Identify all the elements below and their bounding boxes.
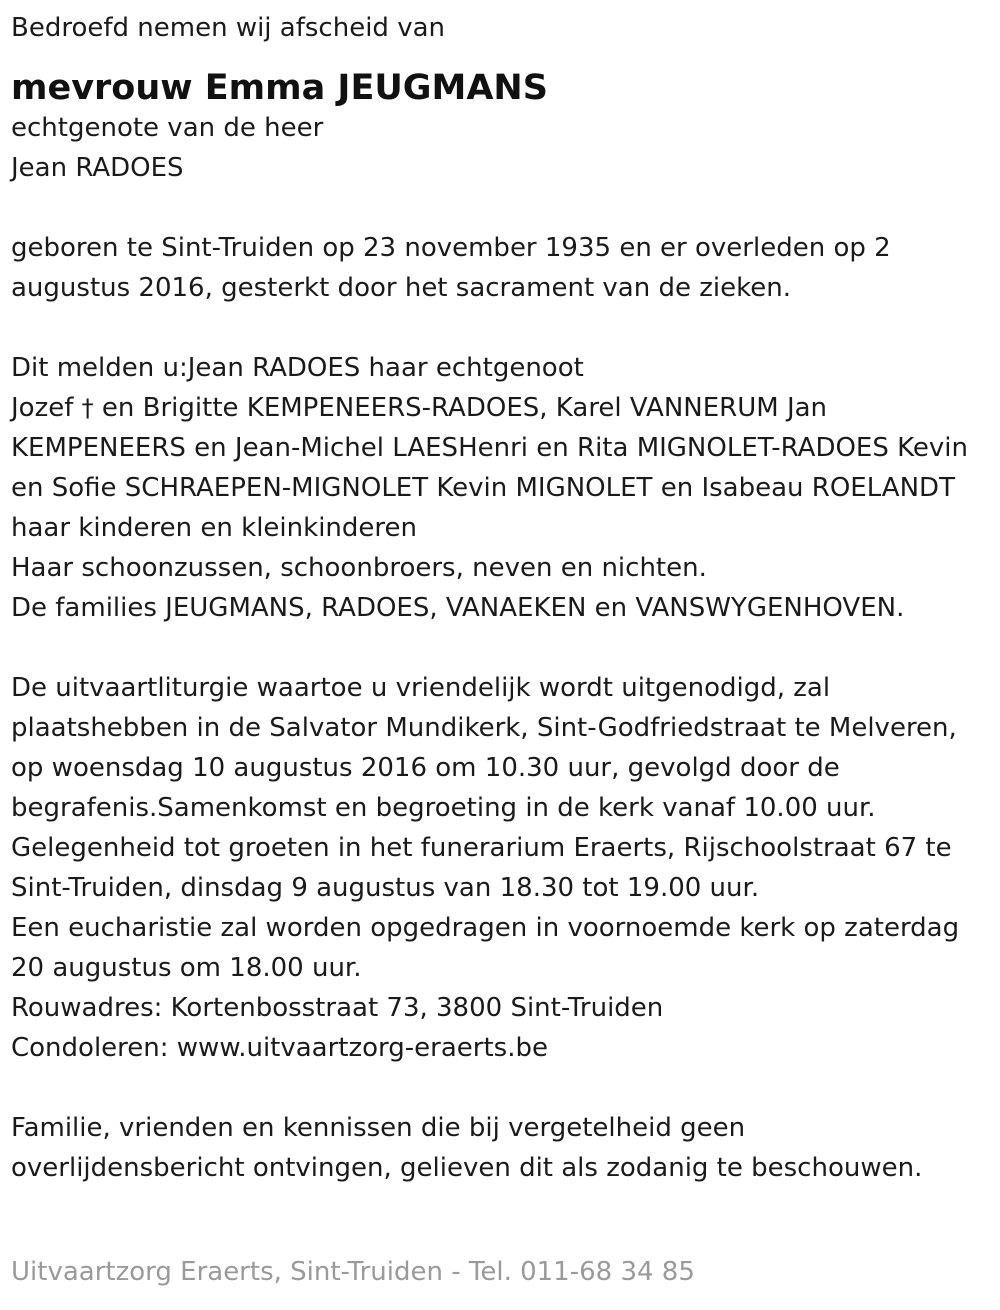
family-line: KEMPENEERS en Jean-Michel LAESHenri en Rita MIGNOLET-RADOES Kevin [11, 433, 968, 463]
funeral-line: plaatshebben in de Salvator Mundikerk, Sint-Godfriedstraat te Melveren, [11, 713, 957, 743]
funeral-line: Een eucharistie zal worden opgedragen in voornoemde kerk op zaterdag [11, 913, 960, 943]
closing-line: overlijdensbericht ontvingen, gelieven dit als zodanig te beschouwen. [11, 1153, 923, 1183]
spouse-label: echtgenote van de heer [11, 113, 324, 143]
spacer [11, 308, 991, 348]
closing-line: Familie, vrienden en kennissen die bij vergetelheid geen [11, 1113, 746, 1143]
funeral-line: Gelegenheid tot groeten in het funerarium Eraerts, Rijschoolstraat 67 te [11, 833, 952, 863]
intro-text: Bedroefd nemen wij afscheid van [11, 13, 445, 43]
funeral-line: De uitvaartliturgie waartoe u vriendelijk wordt uitgenodigd, zal [11, 673, 831, 703]
funeral-line: 20 augustus om 18.00 uur. [11, 953, 362, 983]
family-name-jozef: Jozef [11, 393, 74, 423]
family-line: Haar schoonzussen, schoonbroers, neven en nichten. [11, 553, 707, 583]
family-line: De families JEUGMANS, RADOES, VANAEKEN en VANSWYGENHOVEN. [11, 593, 905, 623]
mourning-address: Rouwadres: Kortenbosstraat 73, 3800 Sint-Truiden [11, 993, 664, 1023]
funeral-home-footer: Uitvaartzorg Eraerts, Sint-Truiden - Tel. 011-68 34 85 [11, 1257, 695, 1287]
funeral-line: Sint-Truiden, dinsdag 9 augustus van 18.30 tot 19.00 uur. [11, 873, 760, 903]
deceased-name: mevrouw Emma JEUGMANS [11, 68, 548, 108]
cross-icon: † [81, 394, 94, 422]
spacer [11, 188, 991, 228]
family-line: Dit melden u:Jean RADOES haar echtgenoot [11, 353, 584, 383]
obituary-notice [11, 8, 991, 1188]
spouse-name: Jean RADOES [11, 153, 184, 183]
family-line: en Sofie SCHRAEPEN-MIGNOLET Kevin MIGNOLET en Isabeau ROELANDT [11, 473, 955, 503]
spacer [11, 628, 991, 668]
birth-death-line: geboren te Sint-Truiden op 23 november 1935 en er overleden op 2 [11, 233, 891, 263]
spacer [11, 1068, 991, 1108]
condolence-website: Condoleren: www.uitvaartzorg-eraerts.be [11, 1033, 548, 1063]
family-line [11, 388, 991, 428]
funeral-line: op woensdag 10 augustus 2016 om 10.30 uur, gevolgd door de [11, 753, 840, 783]
family-line: haar kinderen en kleinkinderen [11, 513, 417, 543]
family-line-rest: en Brigitte KEMPENEERS-RADOES, Karel VANNERUM Jan [101, 393, 828, 423]
funeral-line: begrafenis.Samenkomst en begroeting in de kerk vanaf 10.00 uur. [11, 793, 876, 823]
birth-death-line: augustus 2016, gesterkt door het sacrament van de zieken. [11, 273, 791, 303]
